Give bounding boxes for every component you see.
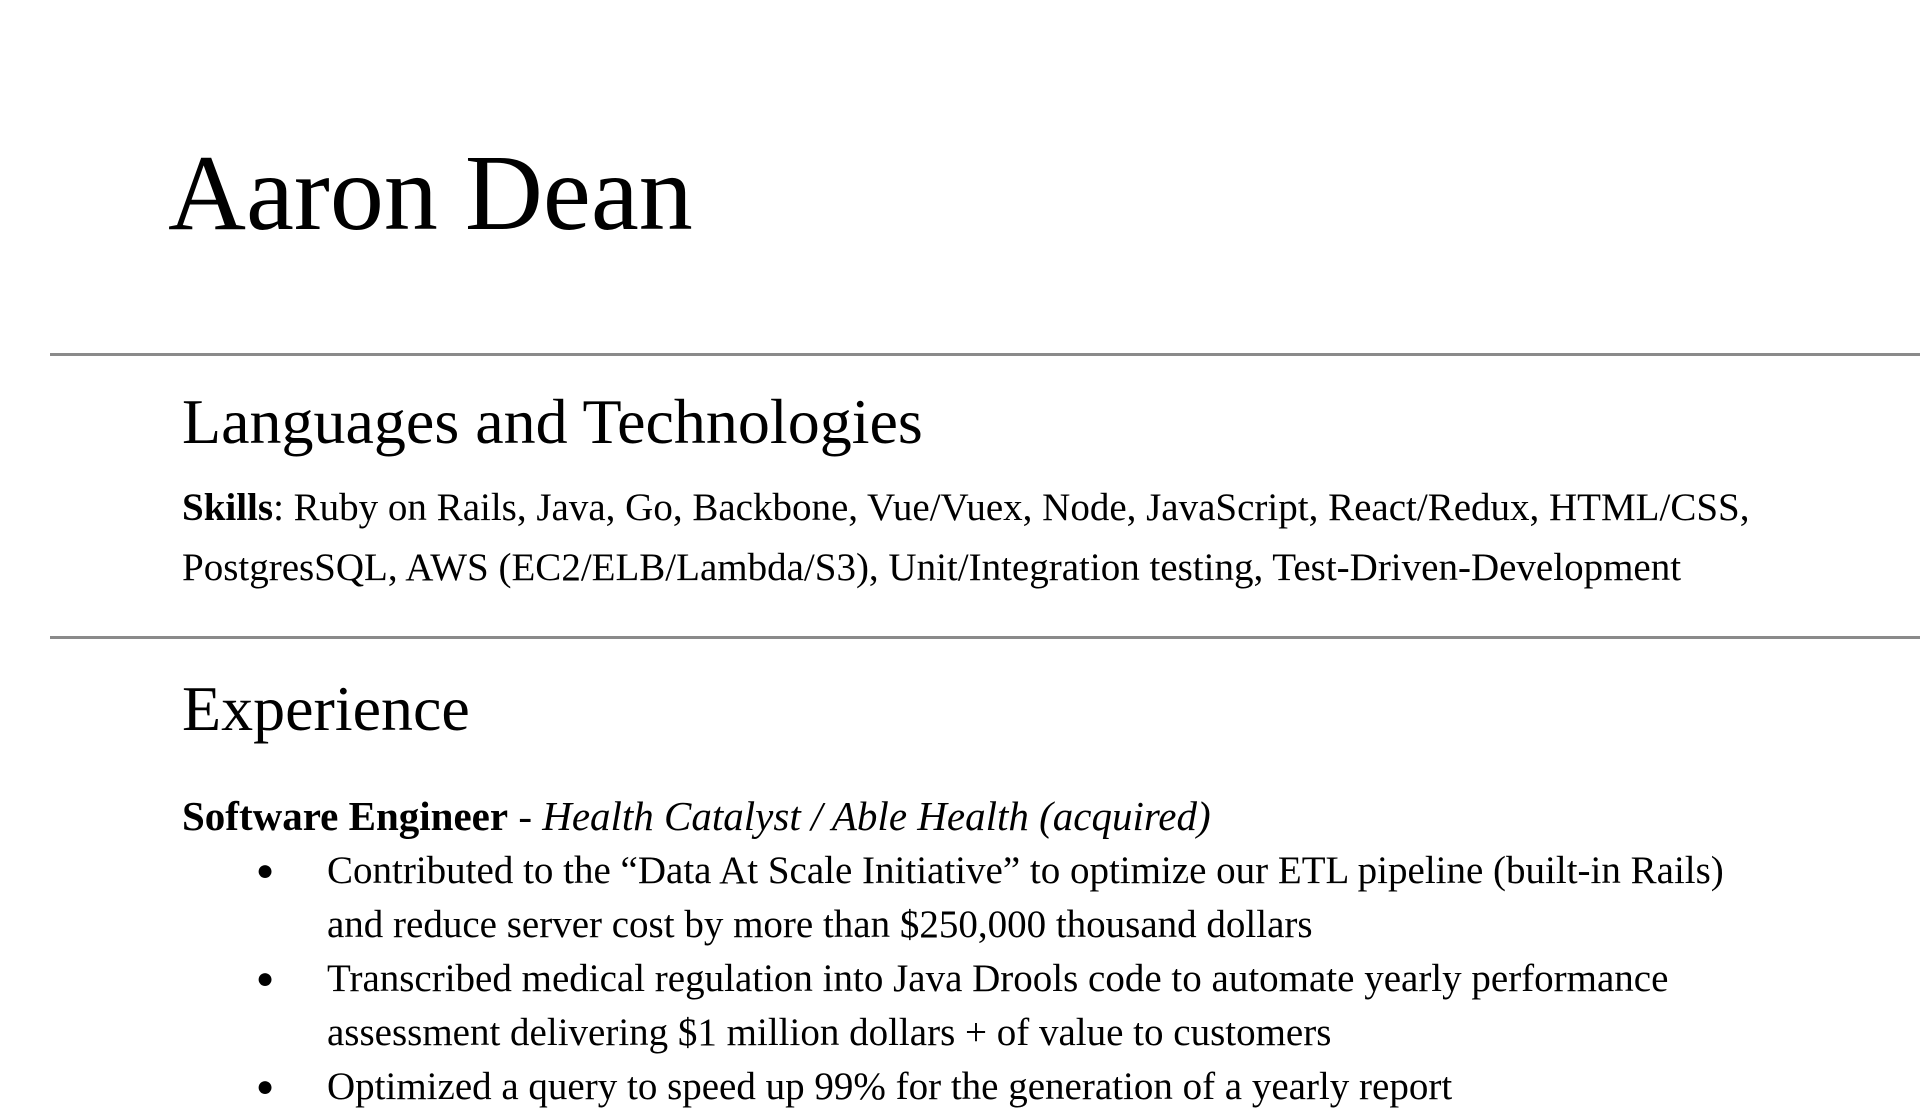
job-header xyxy=(182,786,1920,846)
bullet-line: Optimized a query to speed up 99% for the generation of a yearly report xyxy=(327,1065,1453,1108)
skills-paragraph xyxy=(182,478,1920,598)
section-divider xyxy=(50,353,1920,356)
bullet-icon: ● xyxy=(256,962,275,995)
experience-section-heading: Experience xyxy=(182,673,470,744)
bullet-line: and reduce server cost by more than $250,000 thousand dollars xyxy=(327,903,1313,946)
bullet-icon: ● xyxy=(256,1070,275,1103)
bullet-icon: ● xyxy=(256,854,275,887)
bullet-line: Transcribed medical regulation into Java Drools code to automate yearly performance xyxy=(327,957,1669,1000)
job-title: Software Engineer xyxy=(182,793,509,839)
section-divider xyxy=(50,636,1920,639)
languages-section-heading: Languages and Technologies xyxy=(182,386,923,457)
bullet-line: Contributed to the “Data At Scale Initiative” to optimize our ETL pipeline (built-in Rails) xyxy=(327,849,1724,892)
resume-name: Aaron Dean xyxy=(168,134,693,253)
skills-label: Skills xyxy=(182,486,274,529)
skills-line-2: PostgresSQL, AWS (EC2/ELB/Lambda/S3), Unit/Integration testing, Test-Driven-Development xyxy=(182,546,1682,589)
job-bullet-list xyxy=(182,844,1920,1114)
list-item xyxy=(182,1060,1920,1114)
bullet-line: assessment delivering $1 million dollars + of value to customers xyxy=(327,1011,1332,1054)
list-item xyxy=(182,844,1920,952)
job-company: Health Catalyst / Able Health (acquired) xyxy=(542,793,1211,839)
list-item xyxy=(182,952,1920,1060)
skills-colon: : xyxy=(273,486,294,529)
job-separator: - xyxy=(508,793,543,839)
skills-line-1: Ruby on Rails, Java, Go, Backbone, Vue/Vuex, Node, JavaScript, React/Redux, HTML/CSS, xyxy=(293,486,1750,529)
